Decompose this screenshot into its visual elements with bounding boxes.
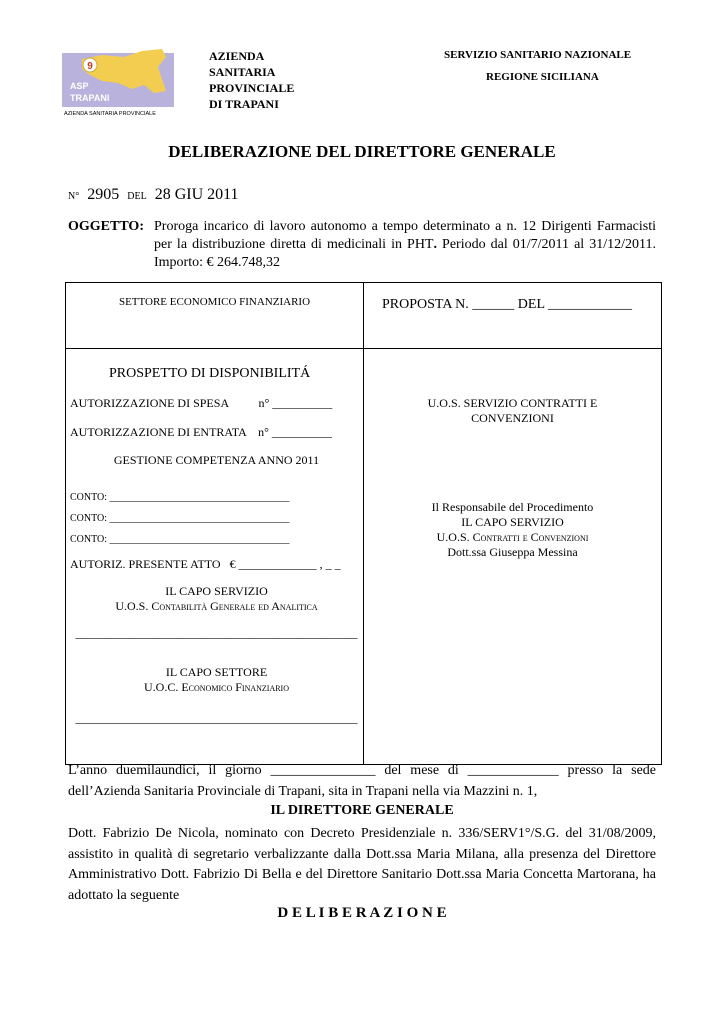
uos-contabilita: U.O.S. Contabilità Generale ed Analitica — [115, 599, 318, 613]
org-line: SANITARIA — [209, 65, 276, 79]
deliberation-number — [68, 186, 239, 204]
prospetto-heading: PROSPETTO DI DISPONIBILITÁ — [109, 366, 311, 381]
contratti-cell — [364, 349, 662, 765]
n-label: N° — [68, 191, 80, 202]
org-line: AZIENDA — [209, 49, 265, 63]
prospetto-cell — [66, 349, 364, 765]
uos-contratti-convenzioni: U.O.S. Contratti e Convenzioni — [436, 530, 589, 544]
signature-line: _______________________________________________ — [75, 626, 358, 640]
capo-servizio-label: IL CAPO SERVIZIO — [461, 515, 564, 529]
uos-contratti-line1: U.O.S. SERVIZIO CONTRATTI E — [427, 396, 598, 410]
capo-servizio-label: IL CAPO SERVIZIO — [165, 584, 268, 598]
date-value: 28 GIU 2011 — [154, 186, 239, 203]
settore-label: SETTORE ECONOMICO FINANZIARIO — [118, 296, 311, 308]
logo-number: 9 — [87, 61, 93, 72]
settore-cell — [66, 283, 364, 349]
region: REGIONE SICILIANA — [486, 71, 599, 83]
conto-line: CONTO: ____________________________________ — [70, 492, 290, 503]
responsabile-name: Dott.ssa Giuseppa Messina — [447, 545, 578, 559]
capo-settore-label: IL CAPO SETTORE — [165, 665, 268, 679]
autoriz-presente-atto: AUTORIZ. PRESENTE ATTO € _____________ , _ _ — [70, 557, 341, 571]
conto-line: CONTO: ____________________________________ — [70, 534, 290, 545]
uoc-economico: U.O.C. Economico Finanziario — [144, 680, 289, 694]
logo-line1: ASP — [70, 81, 89, 91]
logo-line2: TRAPANI — [70, 93, 110, 103]
preamble-paragraph: L’anno duemilaundici, il giorno _______________ del mese di _____________ presso la sede dell’Azienda Sanitaria Provinciale di Trapani, sita in Trapani nella via Mazzini n. 1, — [68, 763, 656, 799]
logo-caption: AZIENDA SANITARIA PROVINCIALE — [64, 111, 156, 117]
national-health-service: SERVIZIO SANITARIO NAZIONALE — [444, 49, 632, 61]
organization-name — [209, 48, 294, 112]
subject-label: OGGETTO: — [68, 219, 144, 234]
aut-entrata: AUTORIZZAZIONE DI ENTRATA n° __________ — [70, 425, 332, 439]
document-title: DELIBERAZIONE DEL DIRETTORE GENERALE — [168, 142, 556, 161]
conto-line: CONTO: ____________________________________ — [70, 513, 290, 524]
org-line: PROVINCIALE — [209, 81, 295, 95]
signature-line: _______________________________________________ — [75, 711, 358, 725]
del-label: DEL — [127, 191, 147, 202]
director-heading: IL DIRETTORE GENERALE — [270, 803, 454, 818]
org-line: DI TRAPANI — [209, 97, 279, 111]
uos-contratti-line2: CONVENZIONI — [471, 411, 554, 425]
proposta-label: PROPOSTA N. ______ DEL ____________ — [382, 297, 632, 312]
gestione-label: GESTIONE COMPETENZA ANNO 2011 — [113, 453, 320, 467]
availability-table — [65, 282, 662, 765]
subject-text: Proroga incarico di lavoro autonomo a tempo determinato a n. 12 Dirigenti Farmacisti per la distribuzione diretta di medicinali in PHT. Periodo dal 01/7/2011 al 31/12/2011. Importo: € 264.748,32 — [154, 219, 656, 270]
sicily-map-icon — [62, 45, 182, 117]
director-paragraph: Dott. Fabrizio De Nicola, nominato con Decreto Presidenziale n. 336/SERV1°/S.G. del 31/08/2009, assistito in qualità di segretario verbalizzante dalla Dott.ssa Maria Milana, alla presenza del Direttore Amministrativo Dott. Fabrizio Di Bella e del Direttore Sanitario Dott.ssa Maria Concetta Martorana, ha adottato la seguente — [68, 826, 656, 903]
n-value: 2905 — [87, 186, 120, 203]
proposta-cell — [364, 283, 662, 349]
aut-spesa: AUTORIZZAZIONE DI SPESA n° __________ — [70, 396, 333, 410]
deliberazione-heading: D E L I B E R A Z I O N E — [277, 905, 447, 921]
subject — [68, 218, 656, 272]
asp-logo — [62, 45, 182, 117]
responsabile-label: Il Responsabile del Procedimento — [431, 500, 594, 514]
